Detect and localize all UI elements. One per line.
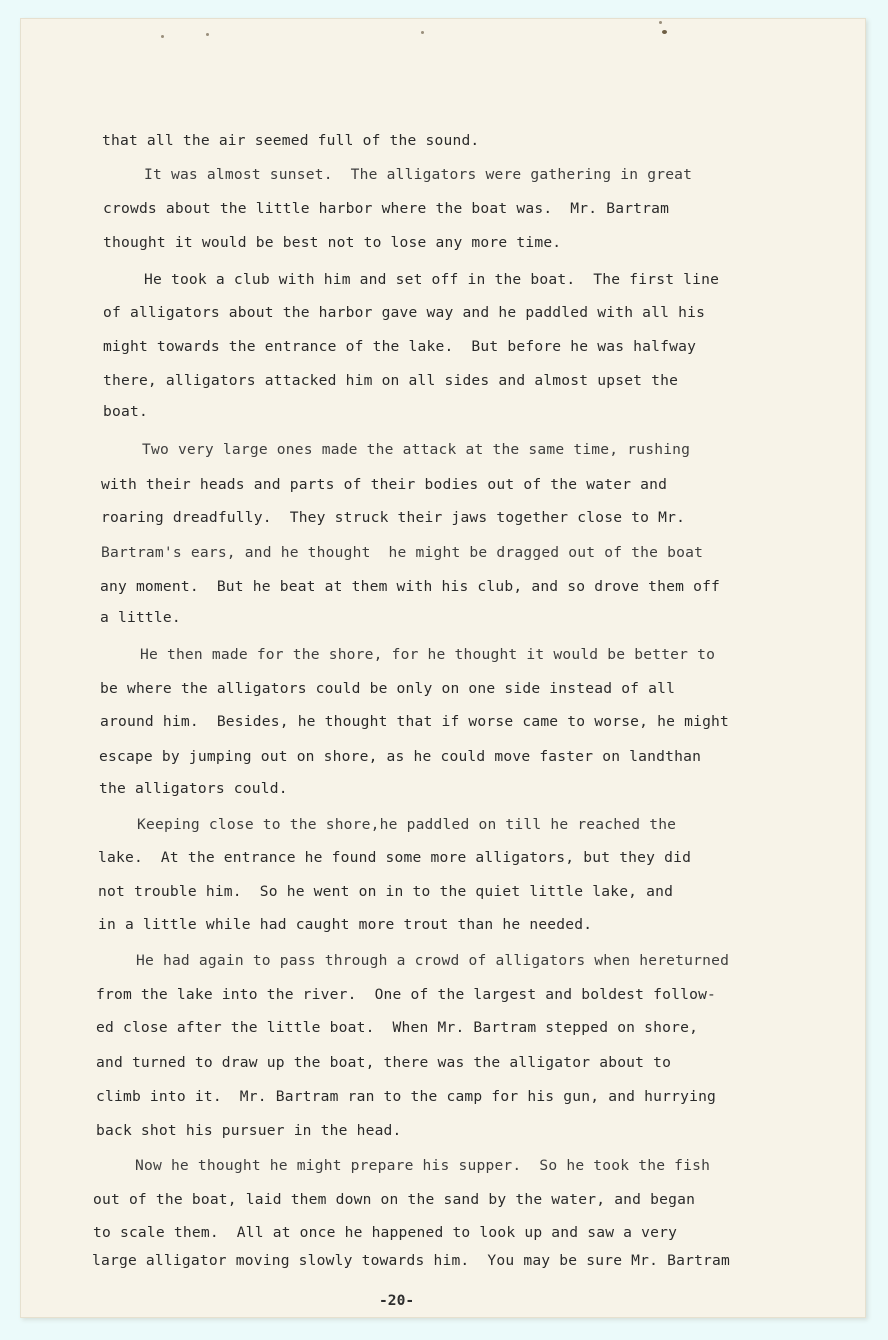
paper-speck — [659, 21, 662, 24]
text-line-6: of alligators about the harbor gave way and he paddled with all his — [103, 304, 706, 321]
text-line-30: back shot his pursuer in the head. — [96, 1122, 402, 1139]
text-line-4: thought it would be best not to lose any more time. — [103, 234, 562, 251]
text-line-11: with their heads and parts of their bodies out of the water and — [101, 476, 668, 493]
text-line-15: a little. — [100, 609, 181, 626]
text-line-26: from the lake into the river. One of the largest and boldest follow- — [96, 986, 717, 1003]
text-line-18: around him. Besides, he thought that if worse came to worse, he might — [100, 713, 730, 730]
page-number: -20- — [379, 1292, 415, 1309]
text-line-7: might towards the entrance of the lake. But before he was halfway — [103, 338, 697, 355]
text-line-27: ed close after the little boat. When Mr. Bartram stepped on shore, — [96, 1019, 699, 1036]
text-line-31: Now he thought he might prepare his supper. So he took the fish — [135, 1157, 711, 1174]
text-line-10: Two very large ones made the attack at the same time, rushing — [142, 441, 691, 458]
text-line-33: to scale them. All at once he happened to look up and saw a very — [93, 1224, 678, 1241]
paper-speck — [421, 31, 424, 34]
text-line-1: that all the air seemed full of the sound. — [102, 132, 480, 149]
text-line-20: the alligators could. — [99, 780, 288, 797]
text-line-17: be where the alligators could be only on one side instead of all — [100, 680, 676, 697]
text-line-34: large alligator moving slowly towards him. You may be sure Mr. Bartram — [92, 1252, 731, 1269]
text-line-24: in a little while had caught more trout than he needed. — [98, 916, 593, 933]
text-line-28: and turned to draw up the boat, there was the alligator about to — [96, 1054, 672, 1071]
text-line-16: He then made for the shore, for he thought it would be better to — [140, 646, 716, 663]
text-line-22: lake. At the entrance he found some more alligators, but they did — [98, 849, 692, 866]
text-line-23: not trouble him. So he went on in to the quiet little lake, and — [98, 883, 674, 900]
text-line-32: out of the boat, laid them down on the sand by the water, and began — [93, 1191, 696, 1208]
text-line-13: Bartram's ears, and he thought he might be dragged out of the boat — [101, 544, 704, 561]
text-line-14: any moment. But he beat at them with his club, and so drove them off — [100, 578, 721, 595]
text-line-25: He had again to pass through a crowd of alligators when hereturned — [136, 952, 730, 969]
text-line-9: boat. — [103, 403, 148, 420]
text-line-2: It was almost sunset. The alligators were gathering in great — [144, 166, 693, 183]
text-line-8: there, alligators attacked him on all sides and almost upset the — [103, 372, 679, 389]
text-line-19: escape by jumping out on shore, as he could move faster on landthan — [99, 748, 702, 765]
paper-speck — [662, 30, 667, 34]
paper-speck — [206, 33, 209, 36]
text-line-21: Keeping close to the shore,he paddled on till he reached the — [137, 816, 677, 833]
paper-speck — [161, 35, 164, 38]
text-line-12: roaring dreadfully. They struck their jaws together close to Mr. — [101, 509, 686, 526]
text-line-29: climb into it. Mr. Bartram ran to the camp for his gun, and hurrying — [96, 1088, 717, 1105]
text-line-3: crowds about the little harbor where the boat was. Mr. Bartram — [103, 200, 670, 217]
text-line-5: He took a club with him and set off in the boat. The first line — [144, 271, 720, 288]
